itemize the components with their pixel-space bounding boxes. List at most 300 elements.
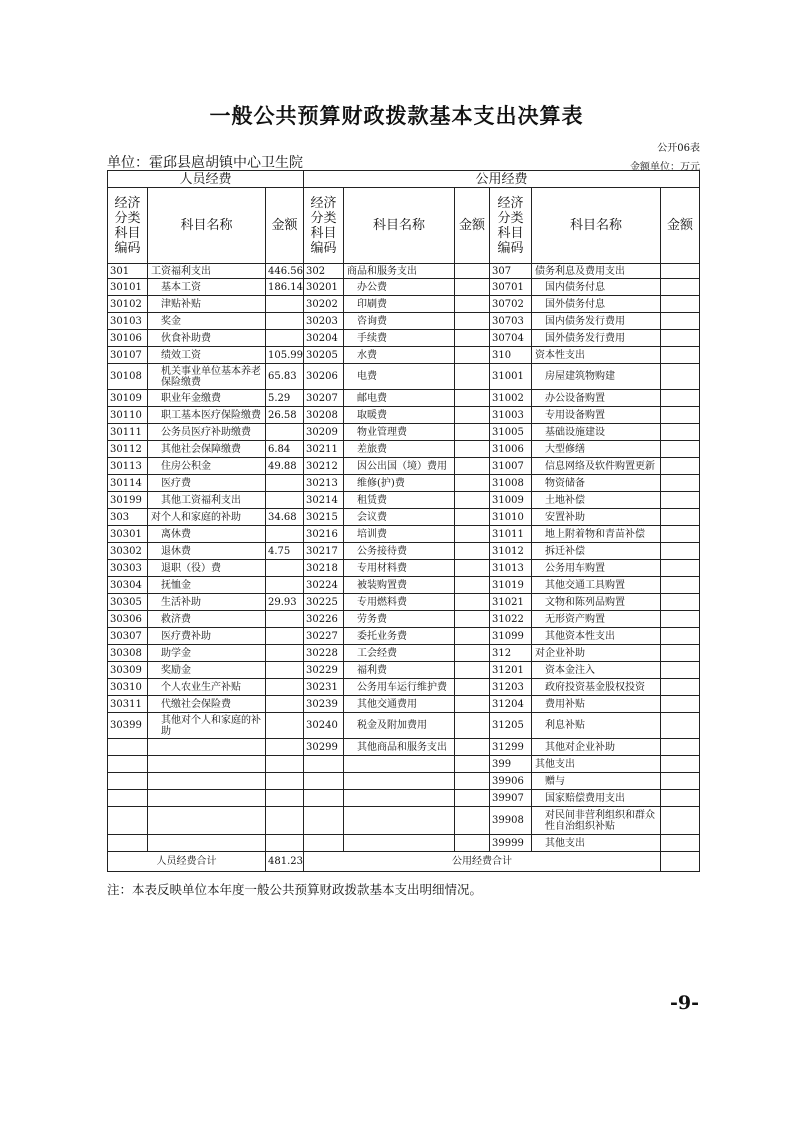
table-row — [108, 756, 700, 773]
table-row — [108, 679, 700, 696]
amount-cell — [455, 424, 490, 441]
code-cell — [304, 807, 344, 835]
amount-cell — [661, 739, 700, 756]
code-cell: 31002 — [490, 390, 532, 407]
name-cell — [148, 756, 266, 773]
code-cell: 30113 — [108, 458, 148, 475]
name-cell: 商品和服务支出 — [344, 264, 455, 279]
name-cell: 其他资本性支出 — [532, 628, 661, 645]
name-cell: 租赁费 — [344, 492, 455, 509]
page-number: -9- — [670, 992, 699, 1014]
name-cell: 物业管理费 — [344, 424, 455, 441]
header-name: 科目名称 — [148, 188, 266, 264]
amount-cell — [455, 458, 490, 475]
amount-cell — [661, 424, 700, 441]
amount-cell — [661, 773, 700, 790]
code-cell — [304, 790, 344, 807]
code-cell: 31011 — [490, 526, 532, 543]
amount-cell — [661, 264, 700, 279]
code-cell — [108, 739, 148, 756]
amount-cell — [455, 492, 490, 509]
name-cell: 差旅费 — [344, 441, 455, 458]
name-cell: 因公出国（境）费用 — [344, 458, 455, 475]
table-row — [108, 264, 700, 279]
code-cell: 30103 — [108, 313, 148, 330]
code-cell: 30399 — [108, 713, 148, 739]
amount-cell — [661, 390, 700, 407]
footnote: 注：本表反映单位本年度一般公共预算财政拨款基本支出明细情况。 — [107, 882, 483, 897]
amount-cell — [455, 713, 490, 739]
amount-cell — [455, 577, 490, 594]
table-row — [108, 279, 700, 296]
table-row — [108, 577, 700, 594]
name-cell: 无形资产购置 — [532, 611, 661, 628]
amount-cell — [455, 364, 490, 390]
name-cell: 其他交通费用 — [344, 696, 455, 713]
name-cell: 对民间非营利组织和群众性自治组织补贴 — [532, 807, 661, 835]
name-cell: 公务用车购置 — [532, 560, 661, 577]
name-cell: 地上附着物和青苗补偿 — [532, 526, 661, 543]
code-cell — [108, 773, 148, 790]
amount-cell — [661, 662, 700, 679]
code-cell: 31201 — [490, 662, 532, 679]
amount-cell — [661, 713, 700, 739]
name-cell: 奖励金 — [148, 662, 266, 679]
amount-cell: 4.75 — [266, 543, 304, 560]
code-cell: 30310 — [108, 679, 148, 696]
table-row — [108, 773, 700, 790]
name-cell: 其他对个人和家庭的补助 — [148, 713, 266, 739]
amount-cell — [455, 790, 490, 807]
name-cell — [148, 773, 266, 790]
table-row — [108, 645, 700, 662]
name-cell: 个人农业生产补贴 — [148, 679, 266, 696]
code-cell: 30702 — [490, 296, 532, 313]
amount-cell — [455, 509, 490, 526]
name-cell — [148, 739, 266, 756]
name-cell: 其他支出 — [532, 835, 661, 852]
code-cell: 31019 — [490, 577, 532, 594]
name-cell: 土地补偿 — [532, 492, 661, 509]
table-row — [108, 662, 700, 679]
amount-cell — [455, 756, 490, 773]
amount-cell — [266, 424, 304, 441]
name-cell: 专用设备购置 — [532, 407, 661, 424]
code-cell: 30701 — [490, 279, 532, 296]
amount-cell — [455, 773, 490, 790]
table-row — [108, 492, 700, 509]
code-cell: 303 — [108, 509, 148, 526]
amount-cell — [661, 313, 700, 330]
amount-cell — [661, 628, 700, 645]
name-cell: 费用补贴 — [532, 696, 661, 713]
code-cell: 31005 — [490, 424, 532, 441]
table-row — [108, 330, 700, 347]
amount-cell — [661, 509, 700, 526]
code-cell: 30111 — [108, 424, 148, 441]
header-amount: 金额 — [661, 188, 700, 264]
amount-cell — [266, 313, 304, 330]
code-cell — [108, 756, 148, 773]
code-cell: 30109 — [108, 390, 148, 407]
amount-cell — [455, 835, 490, 852]
name-cell: 咨询费 — [344, 313, 455, 330]
name-cell: 公务用车运行维护费 — [344, 679, 455, 696]
table-row — [108, 526, 700, 543]
amount-cell — [455, 543, 490, 560]
name-cell: 办公费 — [344, 279, 455, 296]
table-row — [108, 390, 700, 407]
name-cell: 基础设施建设 — [532, 424, 661, 441]
table-row — [108, 509, 700, 526]
name-cell: 债务利息及费用支出 — [532, 264, 661, 279]
amount-cell — [661, 407, 700, 424]
name-cell: 政府投资基金股权投资 — [532, 679, 661, 696]
name-cell: 伙食补助费 — [148, 330, 266, 347]
amount-cell — [455, 662, 490, 679]
amount-cell — [661, 279, 700, 296]
public-group-header: 公用经费 — [304, 171, 700, 188]
code-cell: 30306 — [108, 611, 148, 628]
code-cell: 30224 — [304, 577, 344, 594]
personnel-total-value: 481.23 — [266, 852, 304, 872]
form-number: 公开06表 — [657, 143, 700, 154]
name-cell: 住房公积金 — [148, 458, 266, 475]
code-cell: 30303 — [108, 560, 148, 577]
name-cell: 邮电费 — [344, 390, 455, 407]
name-cell: 其他交通工具购置 — [532, 577, 661, 594]
amount-cell — [661, 330, 700, 347]
amount-cell: 29.93 — [266, 594, 304, 611]
code-cell: 31203 — [490, 679, 532, 696]
code-cell: 30299 — [304, 739, 344, 756]
name-cell: 文物和陈列品购置 — [532, 594, 661, 611]
table-row — [108, 790, 700, 807]
code-cell: 31099 — [490, 628, 532, 645]
amount-cell — [455, 739, 490, 756]
code-cell: 30227 — [304, 628, 344, 645]
code-cell: 30205 — [304, 347, 344, 364]
name-cell: 国外债务发行费用 — [532, 330, 661, 347]
amount-cell — [455, 807, 490, 835]
name-cell: 助学金 — [148, 645, 266, 662]
code-cell: 30215 — [304, 509, 344, 526]
name-cell: 劳务费 — [344, 611, 455, 628]
code-cell: 301 — [108, 264, 148, 279]
code-cell — [304, 756, 344, 773]
amount-cell — [266, 645, 304, 662]
amount-cell — [266, 628, 304, 645]
code-cell: 31003 — [490, 407, 532, 424]
name-cell: 生活补助 — [148, 594, 266, 611]
name-cell: 信息网络及软件购置更新 — [532, 458, 661, 475]
amount-cell — [455, 330, 490, 347]
code-cell: 30226 — [304, 611, 344, 628]
amount-cell — [266, 611, 304, 628]
header-name: 科目名称 — [344, 188, 455, 264]
name-cell: 电费 — [344, 364, 455, 390]
code-cell: 31009 — [490, 492, 532, 509]
name-cell: 房屋建筑物购建 — [532, 364, 661, 390]
table-row — [108, 807, 700, 835]
name-cell: 其他社会保障缴费 — [148, 441, 266, 458]
code-cell: 312 — [490, 645, 532, 662]
amount-cell — [266, 756, 304, 773]
code-cell: 30228 — [304, 645, 344, 662]
table-row — [108, 347, 700, 364]
name-cell — [148, 835, 266, 852]
code-cell — [304, 773, 344, 790]
name-cell: 其他对企业补助 — [532, 739, 661, 756]
name-cell: 其他工资福利支出 — [148, 492, 266, 509]
code-cell: 30110 — [108, 407, 148, 424]
amount-cell — [661, 364, 700, 390]
code-cell: 30308 — [108, 645, 148, 662]
amount-cell — [266, 679, 304, 696]
name-cell: 资本金注入 — [532, 662, 661, 679]
amount-cell — [455, 560, 490, 577]
name-cell: 利息补贴 — [532, 713, 661, 739]
code-cell: 30214 — [304, 492, 344, 509]
code-cell: 31010 — [490, 509, 532, 526]
table-row — [108, 458, 700, 475]
name-cell: 其他支出 — [532, 756, 661, 773]
amount-cell — [455, 264, 490, 279]
amount-cell: 446.56 — [266, 264, 304, 279]
code-cell: 30229 — [304, 662, 344, 679]
code-cell: 31205 — [490, 713, 532, 739]
name-cell: 工资福利支出 — [148, 264, 266, 279]
amount-cell — [661, 560, 700, 577]
code-cell: 30225 — [304, 594, 344, 611]
amount-cell — [266, 330, 304, 347]
name-cell: 退职（役）费 — [148, 560, 266, 577]
name-cell — [344, 835, 455, 852]
name-cell — [344, 773, 455, 790]
amount-cell: 65.83 — [266, 364, 304, 390]
amount-cell: 5.29 — [266, 390, 304, 407]
code-cell: 30212 — [304, 458, 344, 475]
table-row — [108, 475, 700, 492]
name-cell: 大型修缮 — [532, 441, 661, 458]
name-cell: 福利费 — [344, 662, 455, 679]
code-cell — [108, 807, 148, 835]
header-code: 经济分类科目编码 — [304, 188, 344, 264]
name-cell: 资本性支出 — [532, 347, 661, 364]
amount-cell — [661, 835, 700, 852]
amount-cell — [661, 441, 700, 458]
code-cell: 30206 — [304, 364, 344, 390]
code-cell: 30304 — [108, 577, 148, 594]
code-cell: 39907 — [490, 790, 532, 807]
expenditure-table — [107, 170, 700, 872]
amount-cell — [455, 526, 490, 543]
code-cell: 30240 — [304, 713, 344, 739]
amount-cell — [266, 790, 304, 807]
code-cell: 31007 — [490, 458, 532, 475]
code-cell: 30106 — [108, 330, 148, 347]
code-cell: 30102 — [108, 296, 148, 313]
name-cell: 专用燃料费 — [344, 594, 455, 611]
amount-cell — [455, 441, 490, 458]
amount-cell — [266, 560, 304, 577]
name-cell: 医疗费补助 — [148, 628, 266, 645]
name-cell: 绩效工资 — [148, 347, 266, 364]
name-cell: 赠与 — [532, 773, 661, 790]
code-cell: 302 — [304, 264, 344, 279]
code-cell: 30213 — [304, 475, 344, 492]
code-cell: 31013 — [490, 560, 532, 577]
name-cell: 退休费 — [148, 543, 266, 560]
amount-cell — [661, 543, 700, 560]
amount-cell — [661, 679, 700, 696]
amount-cell — [455, 279, 490, 296]
table-row — [108, 441, 700, 458]
personnel-total-label: 人员经费合计 — [108, 852, 266, 872]
name-cell: 离休费 — [148, 526, 266, 543]
amount-cell: 105.99 — [266, 347, 304, 364]
code-cell: 30107 — [108, 347, 148, 364]
code-cell: 307 — [490, 264, 532, 279]
name-cell: 手续费 — [344, 330, 455, 347]
amount-cell — [661, 645, 700, 662]
amount-cell — [455, 628, 490, 645]
header-name: 科目名称 — [532, 188, 661, 264]
amount-cell — [266, 492, 304, 509]
name-cell: 救济费 — [148, 611, 266, 628]
table-row — [108, 313, 700, 330]
code-cell — [108, 835, 148, 852]
amount-cell — [455, 645, 490, 662]
table-row — [108, 560, 700, 577]
name-cell: 专用材料费 — [344, 560, 455, 577]
table-row — [108, 364, 700, 390]
name-cell — [344, 790, 455, 807]
code-cell: 30203 — [304, 313, 344, 330]
code-cell: 30311 — [108, 696, 148, 713]
code-cell: 310 — [490, 347, 532, 364]
name-cell: 奖金 — [148, 313, 266, 330]
name-cell: 安置补助 — [532, 509, 661, 526]
amount-cell — [661, 475, 700, 492]
name-cell — [344, 756, 455, 773]
amount-cell: 26.58 — [266, 407, 304, 424]
amount-cell — [661, 696, 700, 713]
amount-cell — [455, 475, 490, 492]
public-total-label: 公用经费合计 — [304, 852, 661, 872]
code-cell: 30207 — [304, 390, 344, 407]
code-cell: 30239 — [304, 696, 344, 713]
amount-cell — [455, 611, 490, 628]
code-cell: 31008 — [490, 475, 532, 492]
table-row — [108, 739, 700, 756]
code-cell: 39999 — [490, 835, 532, 852]
amount-cell — [266, 696, 304, 713]
money-unit: 金额单位：万元 — [630, 162, 700, 173]
code-cell: 30217 — [304, 543, 344, 560]
amount-cell — [455, 347, 490, 364]
table-row — [108, 628, 700, 645]
table-row — [108, 713, 700, 739]
public-total-value — [661, 852, 700, 872]
name-cell: 印刷费 — [344, 296, 455, 313]
name-cell: 对个人和家庭的补助 — [148, 509, 266, 526]
amount-cell — [266, 773, 304, 790]
amount-cell — [661, 458, 700, 475]
name-cell: 其他商品和服务支出 — [344, 739, 455, 756]
code-cell: 30305 — [108, 594, 148, 611]
name-cell: 物资储备 — [532, 475, 661, 492]
code-cell — [108, 790, 148, 807]
amount-cell: 186.14 — [266, 279, 304, 296]
amount-cell — [661, 347, 700, 364]
amount-cell — [661, 611, 700, 628]
amount-cell — [266, 713, 304, 739]
code-cell: 30302 — [108, 543, 148, 560]
name-cell: 国家赔偿费用支出 — [532, 790, 661, 807]
personnel-group-header: 人员经费 — [108, 171, 304, 188]
code-cell: 30231 — [304, 679, 344, 696]
name-cell: 会议费 — [344, 509, 455, 526]
code-cell: 30108 — [108, 364, 148, 390]
name-cell: 抚恤金 — [148, 577, 266, 594]
code-cell: 31299 — [490, 739, 532, 756]
table-row — [108, 835, 700, 852]
amount-cell — [661, 756, 700, 773]
code-cell: 31022 — [490, 611, 532, 628]
name-cell: 公务接待费 — [344, 543, 455, 560]
name-cell: 对企业补助 — [532, 645, 661, 662]
amount-cell — [455, 313, 490, 330]
amount-cell — [266, 475, 304, 492]
code-cell: 30114 — [108, 475, 148, 492]
name-cell: 津贴补贴 — [148, 296, 266, 313]
code-cell: 30199 — [108, 492, 148, 509]
name-cell: 被装购置费 — [344, 577, 455, 594]
header-amount: 金额 — [455, 188, 490, 264]
table-row — [108, 424, 700, 441]
code-cell: 399 — [490, 756, 532, 773]
table-row — [108, 696, 700, 713]
name-cell: 基本工资 — [148, 279, 266, 296]
amount-cell — [266, 526, 304, 543]
code-cell: 30216 — [304, 526, 344, 543]
code-cell: 31012 — [490, 543, 532, 560]
header-code: 经济分类科目编码 — [490, 188, 532, 264]
amount-cell — [661, 577, 700, 594]
amount-cell — [455, 594, 490, 611]
code-cell: 30301 — [108, 526, 148, 543]
name-cell: 国内债务发行费用 — [532, 313, 661, 330]
code-cell: 31001 — [490, 364, 532, 390]
name-cell: 工会经费 — [344, 645, 455, 662]
code-cell: 30112 — [108, 441, 148, 458]
amount-cell — [266, 739, 304, 756]
code-cell: 30209 — [304, 424, 344, 441]
name-cell: 维修(护)费 — [344, 475, 455, 492]
code-cell: 39906 — [490, 773, 532, 790]
table-row — [108, 611, 700, 628]
amount-cell — [661, 296, 700, 313]
code-cell: 39908 — [490, 807, 532, 835]
name-cell: 职业年金缴费 — [148, 390, 266, 407]
name-cell: 税金及附加费用 — [344, 713, 455, 739]
amount-cell — [266, 577, 304, 594]
amount-cell: 34.68 — [266, 509, 304, 526]
table-row — [108, 296, 700, 313]
amount-cell — [455, 296, 490, 313]
amount-cell — [455, 407, 490, 424]
